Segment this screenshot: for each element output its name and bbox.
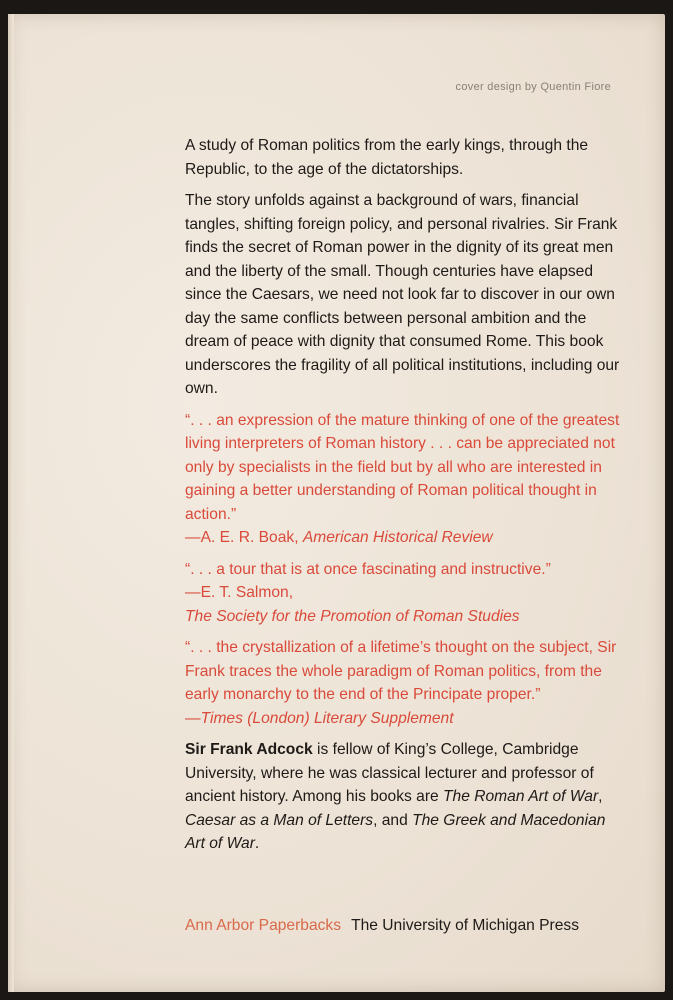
review-3 [185, 636, 625, 730]
summary-paragraph: A study of Roman politics from the early kings, through the Republic, to the age of the dictatorships. [185, 137, 589, 178]
book-title: Caesar as a Man of Letters [185, 811, 374, 829]
cover-edge [8, 14, 14, 992]
separator: , [598, 788, 603, 805]
description-paragraph: The story unfolds against a background of wars, financial tangles, shifting foreign policy, and personal rivalries. Sir Frank finds the secret of Roman power in the dignity of its great men and the liberty of the small. Though centuries have elapsed since the Caesars, we need not look far to discover in our own day the same conflicts between personal ambition and the dream of peace with dignity that consumed Rome. This book underscores the fragility of all political institutions, including our own. [185, 192, 620, 397]
book-title: The Roman Art of War [443, 788, 599, 805]
review-quote: “. . . an expression of the mature thinking of one of the greatest living interpreters of Roman history . . . can be appreciated not only by specialists in the field but by all who are interested in gaining a better understanding of Roman political thought in action.” [185, 411, 620, 523]
author-bio-text: is fellow of King’s College, Cambridge University, where he was classical lecturer and professor of ancient history. Among his books are [185, 741, 594, 805]
publisher-footer [185, 917, 579, 935]
reviewer-name: —A. E. R. Boak, [185, 529, 303, 546]
series-name: Ann Arbor Paperbacks [185, 917, 342, 934]
author-bio [185, 738, 625, 856]
period: . [254, 835, 260, 852]
review-1 [185, 409, 625, 550]
review-source: Times (London) Literary Supplement [200, 709, 454, 727]
back-cover-text [185, 134, 625, 864]
review-source-text: The Society for the Promotion of Roman Studies [185, 607, 520, 625]
author-name: Sir Frank Adcock [185, 741, 313, 758]
reviewer-name: —E. T. Salmon, [185, 584, 294, 601]
review-dash: — [185, 709, 201, 727]
review-quote: “. . . a tour that is at once fascinating and instructive.” [185, 560, 551, 578]
review-source: American Historical Review [302, 529, 493, 546]
cover-design-credit: cover design by Quentin Fiore [455, 81, 611, 93]
review-quote: “. . . the crystallization of a lifetime’s thought on the subject, Sir Frank traces the whole paradigm of Roman politics, from the early monarchy to the end of the Principate proper.” [185, 639, 617, 703]
review-attribution [185, 707, 625, 731]
book-title: The Greek and Macedonian Art of War [185, 811, 606, 852]
separator: , and [373, 811, 413, 829]
review-2 [185, 558, 625, 629]
review-source [185, 605, 625, 629]
publisher-name: The University of Michigan Press [351, 917, 580, 934]
review-attribution [185, 526, 625, 550]
